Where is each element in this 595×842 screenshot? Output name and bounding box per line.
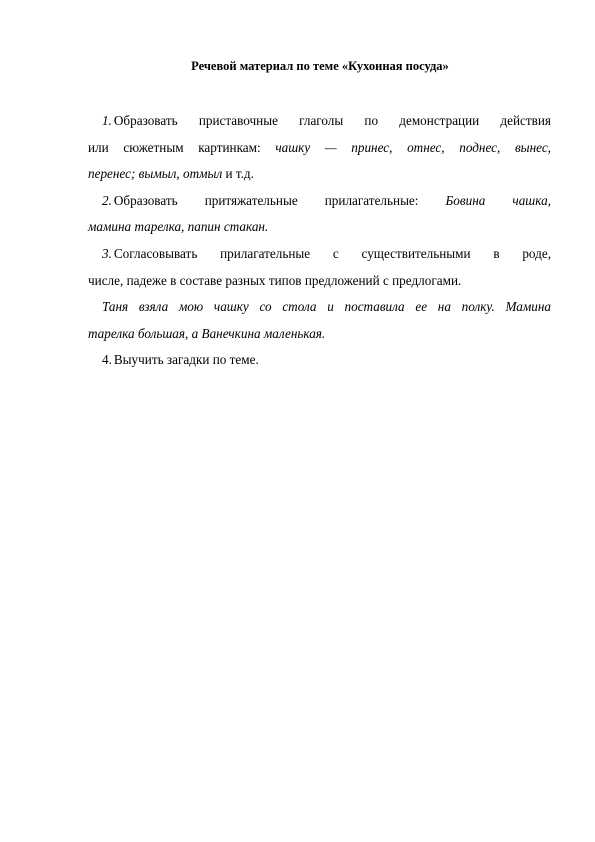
page-title: Речевой материал по теме «Кухонная посуда»: [191, 59, 449, 73]
list-item-1-example-3: перенес; вымыл, отмыл: [88, 166, 223, 182]
list-item-4-line-1: [88, 347, 551, 374]
example-sentence: [88, 294, 551, 347]
list-item-3-line-2: числе, падеже в составе разных типов предложений с предлогами.: [88, 272, 462, 288]
list-item-1-line-1: [88, 108, 551, 135]
list-item-2-example-1: Бовина чашка,: [445, 192, 551, 208]
list-item-3-text-1: Согласовывать прилагательные с существительными в роде,: [113, 245, 551, 261]
document-body: [88, 108, 551, 374]
list-item-1-text-1: Образовать приставочные глаголы по демонстрации действия: [113, 113, 551, 128]
list-item-1-number: 1.: [102, 113, 112, 128]
list-item-2-text-1: Образовать притяжательные прилагательные:: [113, 192, 446, 208]
list-item-2-line-1: [88, 188, 551, 215]
list-item-2-line-2: мамина тарелка, папин стакан.: [88, 219, 269, 235]
list-item-1: [88, 108, 551, 188]
list-item-3-number: 3.: [102, 245, 112, 261]
list-item-1-example-2: чашку — принес, отнес, поднес, вынес,: [275, 139, 551, 155]
list-item-1-line-3: [88, 161, 551, 188]
list-item-1-line-2: [88, 135, 551, 162]
example-sentence-line-2: тарелка большая, а Ванечкина маленькая.: [88, 325, 326, 341]
list-item-2-number: 2.: [102, 192, 112, 208]
list-item-3: [88, 241, 551, 294]
list-item-1-text-3: и т.д.: [222, 166, 254, 182]
list-item-4: [88, 347, 551, 374]
list-item-1-text-2: или сюжетным картинкам:: [88, 139, 276, 155]
example-sentence-line-1: Таня взяла мою чашку со стола и поставила ее на полку. Мамина: [102, 299, 551, 315]
list-item-3-line-1: [88, 241, 551, 268]
list-item-4-number: 4.: [102, 352, 112, 368]
list-item-4-text-1: Выучить загадки по теме.: [113, 352, 259, 368]
list-item-2: [88, 188, 551, 241]
